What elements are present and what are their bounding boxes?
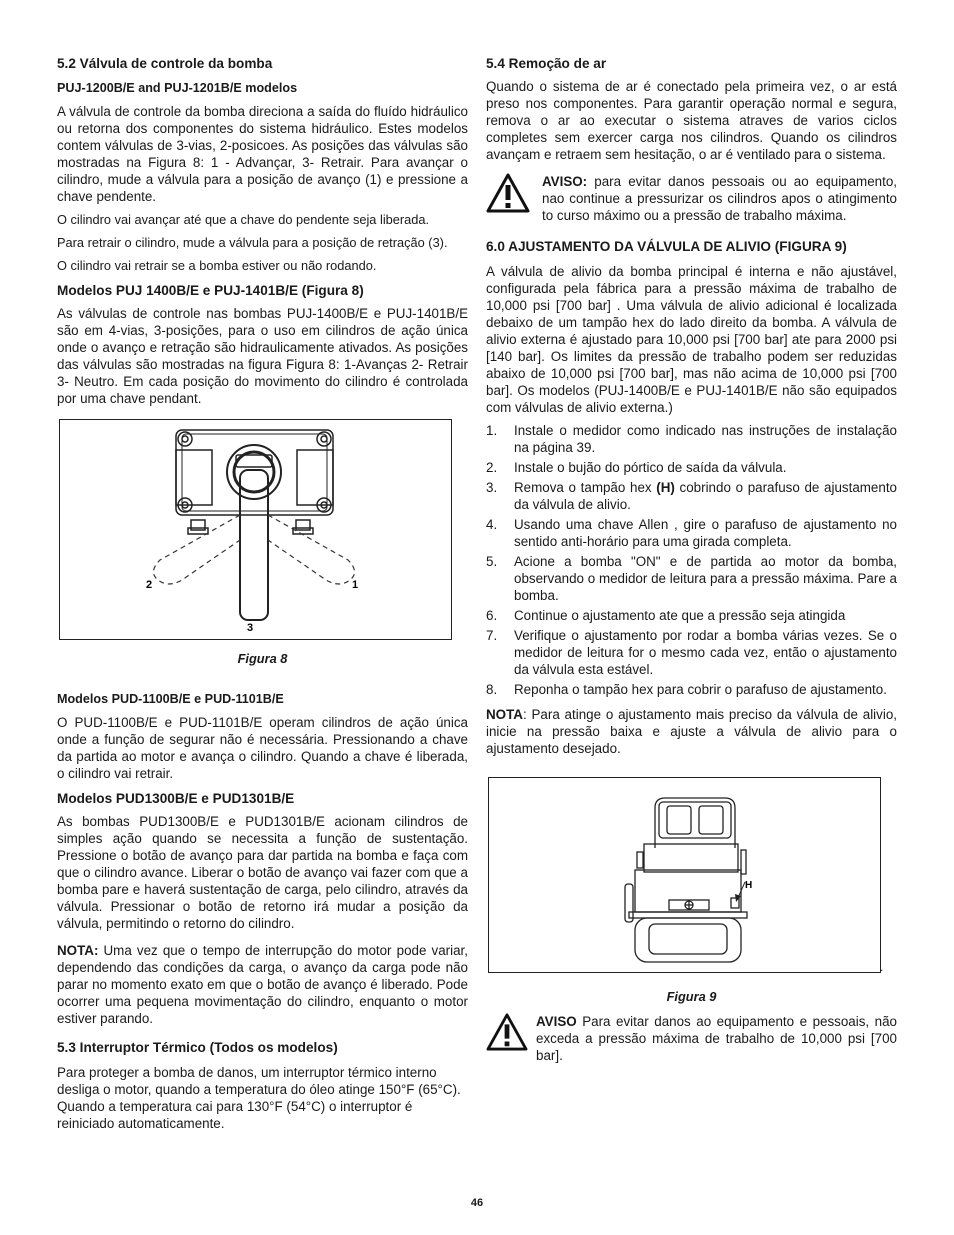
figure-8 [59, 419, 452, 640]
left-column [57, 55, 468, 1138]
warning-text-1 [542, 173, 897, 224]
step-text: Usando uma chave Allen , gire o parafuso de ajustamento no sentido anti-horário para uma girada completa. [514, 517, 897, 549]
section-5-2-subtitle: PUJ-1200B/E and PUJ-1201B/E modelos [57, 81, 298, 95]
pump-diagram [489, 778, 880, 972]
warning-text-2 [536, 1013, 897, 1064]
step-text: Reponha o tampão hex para cobrir o parafuso de ajustamento. [514, 682, 887, 697]
aviso-label-2: AVISO [536, 1014, 577, 1029]
list-item [486, 516, 897, 550]
list-item [486, 681, 897, 698]
aviso-text-1: para evitar danos pessoais ou ao equipamento, nao continue a pressurizar os cilindros apos o atingimento to curso máximo ou a pressão de trabalho máxima. [542, 174, 897, 223]
puj-1400-title: Modelos PUJ 1400B/E e PUJ-1401B/E (Figura 8) [57, 283, 364, 298]
figure-9-caption: Figura 9 [666, 989, 717, 1004]
figure-8-caption: Figura 8 [237, 651, 288, 666]
figure-8-label-2: 2 [146, 579, 153, 591]
pud-1100-title: Modelos PUD-1100B/E e PUD-1101B/E [57, 692, 284, 706]
list-item [486, 627, 897, 678]
list-item [486, 553, 897, 604]
aviso-text-2: Para evitar danos ao equipamento e pessoais, não exceda a pressão máxima de trabalho de 10,000 psi [700 bar]. [536, 1014, 897, 1063]
figure-8-label-1: 1 [352, 579, 359, 591]
nota-label: NOTA: [57, 943, 99, 958]
step-number: 5. [486, 554, 498, 569]
nota-label-right: NOTA [486, 707, 523, 722]
section-5-3-paragraph: Para proteger a bomba de danos, um interruptor térmico interno desliga o motor, quando a temperatura do óleo atinge 150°F (65°C). Quando a temperatura cai para 130°F (54°C) o interruptor é reiniciado automaticamente. [57, 1065, 461, 1131]
section-5-2-paragraph-1: A válvula de controle da bomba direciona a saída do fluído hidráulico ou retorna dos componentes do sistema hidráulico. Estes modelos contem válvulas de 3-vias, 2-posicoes. As posições das válvulas são mostradas na Figura 8: 1 - Advançar, 3- Retrair. Para avançar o cilindro, mude a válvula para a posição de avanço (1) e pressione a chave pendente. [57, 104, 468, 204]
step-number: 8. [486, 682, 498, 697]
nota-text: Uma vez que o tempo de interrupção do motor pode variar, dependendo das condições da carga, o avanço da carga pode não parar no momento exato em que o botão de avanço é liberado. Pode ocorrer uma pequena movimentação do cilindro, enquanto o motor estiver parando. [57, 943, 468, 1026]
aviso-label-1: AVISO: [542, 174, 588, 189]
valve-control-diagram [60, 420, 451, 639]
page-number: 46 [470, 1197, 484, 1209]
puj-1400-paragraph: As válvulas de controle nas bombas PUJ-1400B/E e PUJ-1401B/E são em 4-vias, 3-posições, para o uso em cilindros de ação única onde o avanço e retração são hidraulicamente ativados. As posições das válvulas são mostradas na figura Figura 8: 1-Avanças 2- Retrair 3- Neutro. Em cada posição do movimento do cilindro é controlada por uma chave pendant. [57, 306, 468, 406]
figure-9-label-h: H [745, 880, 753, 891]
section-6-0-paragraph: A válvula de alivio da bomba principal é interna e não ajustável, configurada pela fábrica para a pressão máxima de trabalho de 10,000 psi [700 bar] . Uma válvula de alivio adicional é localizada debaixo de um tampão hex do lado direito da bomba. A válvula de alivio externa é ajustado para 10,000 psi [700 bar] ate para 2000 psi [140 bar]. Os limites da pressão de trabalho podem ser reduzidas abaixo de 10,000 psi [700 bar], mas não acima de 10,000 psi [700 bar]. Os modelos (PUJ-1400B/E e PUJ-1401B/E não são equipados com válvulas de alivio externa.) [486, 264, 897, 415]
step-number: 7. [486, 628, 498, 643]
section-5-3-title: 5.3 Interruptor Térmico (Todos os modelos) [57, 1040, 338, 1055]
step-number: 2. [486, 460, 498, 475]
warning-box-1 [486, 173, 897, 224]
section-5-2-paragraph-3: Para retrair o cilindro, mude a válvula para a posição de retração (3). [57, 235, 448, 250]
section-5-4-title: 5.4 Remoção de ar [486, 56, 607, 71]
section-5-2-title: 5.2 Válvula de controle da bomba [57, 56, 273, 71]
pud-1300-title: Modelos PUD1300B/E e PUD1301B/E [57, 791, 295, 806]
figure-9 [488, 777, 881, 973]
step-text: Instale o medidor como indicado nas instruções de instalação na página 39. [514, 423, 897, 455]
section-5-2-paragraph-4: O cilindro vai retrair se a bomba estiver ou não rodando. [57, 258, 377, 273]
list-item [486, 607, 897, 624]
step-text: Acione a bomba "ON" e de partida ao motor da bomba, observando o medidor de leitura para a pressão máxima. Pare a bomba. [514, 554, 897, 603]
step-number: 1. [486, 423, 498, 438]
step-text: Remova o tampão hex (H) cobrindo o parafuso de ajustamento da válvula de alivio. [514, 480, 897, 512]
section-5-4-paragraph: Quando o sistema de ar é conectado pela primeira vez, o ar está preso nos componentes. Para garantir operação normal e segura, remova o ar ao executar o sistema atraves de varios ciclos completes sem exercer carga nos cilindros. Quando os cilindros avançam e retraem sem hesitação, o ar é ventilado para o sistema. [486, 79, 897, 162]
section-5-2-paragraph-2: O cilindro vai avançar até que a chave do pendente seja liberada. [57, 212, 430, 227]
right-column [486, 55, 897, 1078]
pud-1100-paragraph: O PUD-1100B/E e PUD-1101B/E operam cilindros de ação única onde a função de segurar não é necessária. Pressionando a chave da partida ao motor e avança o cilindro. Quando a chave é liberada, o cilindro vai retrair. [57, 715, 468, 781]
step-text: Instale o bujão do pórtico de saída da válvula. [514, 460, 787, 475]
step-number: 4. [486, 517, 498, 532]
step-text: Verifique o ajustamento por rodar a bomba várias vezes. Se o medidor de leitura for o mesmo cada vez, então o ajustamento da válvula esta estável. [514, 628, 897, 677]
pud-1300-paragraph: As bombas PUD1300B/E e PUD1301B/E acionam cilindros de simples ação quando se necessita a função de sustentação. Pressione o botão de avanço para dar partida na bomba e faça com que o cilindro avance. Liberar o botão de avanço vai fazer com que a bomba pare e haverá sustentação de carga, pelo cilindro, através da válvula. Pressionar o botão de retorno irá mudar a posição da válvula, permitindo o retorno do cilindro. [57, 814, 468, 931]
step-text: Continue o ajustamento ate que a pressão seja atingida [514, 608, 846, 623]
nota-paragraph-right [486, 706, 897, 757]
figure-8-label-3: 3 [247, 622, 254, 634]
step-number: 6. [486, 608, 498, 623]
list-item [486, 422, 897, 456]
list-item [486, 459, 897, 476]
nota-text-right: : Para atinge o ajustamento mais preciso da válvula de alivio, inicie na pressão baixa e ajuste a válvula de alivio para o ajustamento desejado. [486, 707, 897, 756]
warning-icon [486, 1013, 530, 1055]
list-item [486, 479, 897, 513]
warning-icon [486, 173, 536, 217]
warning-box-2 [486, 1013, 897, 1064]
figure-9-stray-dot: . [880, 960, 884, 974]
section-6-0-title: 6.0 AJUSTAMENTO DA VÁLVULA DE ALIVIO (FIGURA 9) [486, 239, 847, 254]
nota-paragraph [57, 942, 468, 1027]
step-number: 3. [486, 480, 498, 495]
steps-list [486, 422, 897, 698]
